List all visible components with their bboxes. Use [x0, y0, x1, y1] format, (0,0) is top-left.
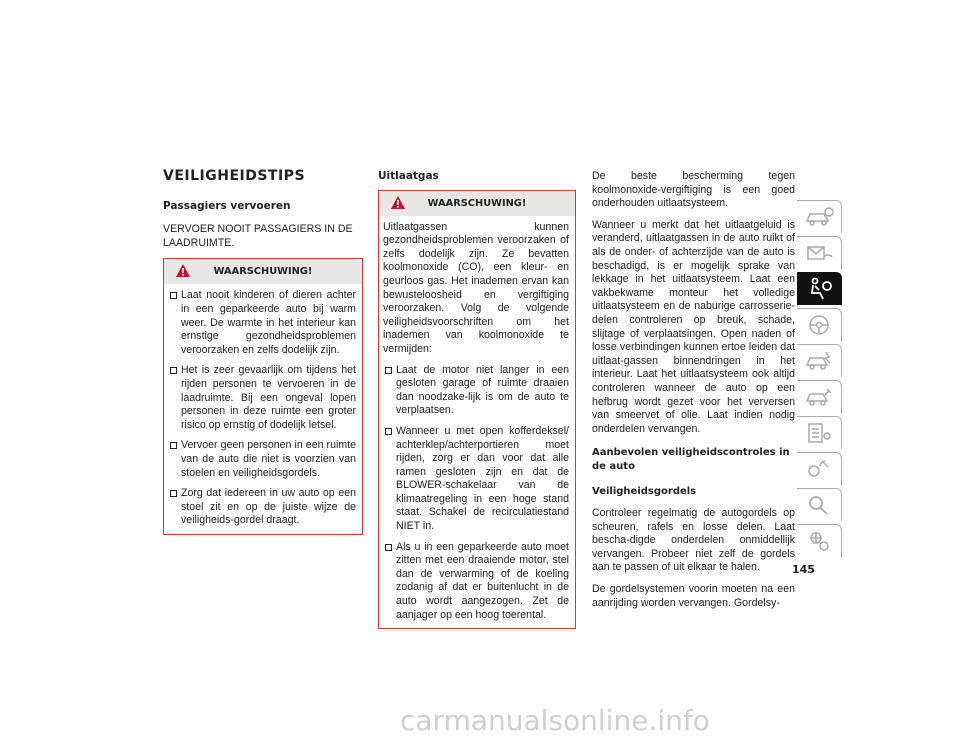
- tab-languages[interactable]: [797, 524, 842, 557]
- warning-text: Uitlaatgassen kunnen gezondheidsproblemen veroorzaken of zelfs dodelijk zijn. Ze bevatten koolmonoxide (CO), een kleur- en geurloos gas. Het inademen ervan kan bewusteloosheid en vergiftiging veroorzaken. Volg de volgende veiligheidsvoorschriften om het inademen van koolmonoxide te vermijden:: [383, 220, 569, 355]
- tab-multimedia[interactable]: [797, 452, 842, 485]
- warning-title: WAARSCHUWING!: [427, 197, 527, 209]
- list-item: Als u in een geparkeerde auto moet zitten met een draaiende motor, stel dan de verwarming of de koeling zodanig af dat er buitenlucht in de auto wordt aangezogen. Zet de aanjager op een hoog toerental.: [383, 541, 569, 623]
- list-item: Zorg dat iedereen in uw auto op een stoel zit en op de juiste wijze de veiligheids-gordel draagt.: [168, 487, 356, 528]
- paragraph: De beste bescherming tegen koolmonoxide-vergiftiging is een goed onderhouden uitlaatsysteem.: [592, 170, 795, 210]
- search-magnifier-icon: [804, 493, 834, 517]
- list-item: Vervoer geen personen in een ruimte van de auto die niet is voorzien van stoelen en veiligheidsgordels.: [168, 439, 356, 480]
- list-item: Laat nooit kinderen of dieren achter in een geparkeerde auto bij warm weer. De warmte in het interieur kan ernstige gezondheidsproblemen veroorzaken en zelfs dodelijk zijn.: [168, 289, 356, 357]
- section-heading-exhaust: Uitlaatgas: [378, 170, 439, 182]
- spec-list-icon: [804, 421, 834, 445]
- page-title: VEILIGHEIDSTIPS: [163, 168, 306, 184]
- column-right: [592, 170, 795, 618]
- tab-car-info[interactable]: [797, 200, 842, 233]
- warning-triangle-icon: [176, 264, 190, 277]
- subheading-seatbelts: Veiligheidsgordels: [592, 486, 697, 498]
- checkbox-bullet-icon: [385, 367, 392, 374]
- tab-specifications[interactable]: [797, 416, 842, 449]
- section-heading-checks: Aanbevolen veiligheidscontroles in de auto: [592, 447, 790, 472]
- car-crash-icon: [804, 349, 834, 373]
- paragraph: De gordelsystemen voorin moeten na een aanrijding worden vervangen. Gordelsy-: [592, 583, 795, 609]
- paragraph: Controleer regelmatig de autogordels op scheuren, rafels en losse delen. Laat bescha-digde onderdelen onmiddellijk vervangen. Probeer niet zelf de gordels aan te passen of uit elkaar te halen.: [592, 507, 795, 574]
- tab-index[interactable]: [797, 488, 842, 521]
- checkbox-bullet-icon: [170, 367, 177, 374]
- tab-dashboard[interactable]: [797, 236, 842, 269]
- column-left: [163, 170, 363, 535]
- tab-driving[interactable]: [797, 308, 842, 341]
- checkbox-bullet-icon: [170, 490, 177, 497]
- language-globe-icon: [804, 529, 834, 553]
- section-heading-passengers: Passagiers vervoeren: [163, 199, 291, 212]
- checkbox-bullet-icon: [385, 428, 392, 435]
- warning-triangle-icon: [391, 196, 405, 209]
- warning-list: [168, 289, 356, 528]
- list-item: Laat de motor niet langer in een gesloten garage of ruimte draaien dan noodzake-lijk is om de auto te verplaatsen.: [383, 364, 569, 418]
- car-service-icon: [804, 385, 834, 409]
- checkbox-bullet-icon: [170, 292, 177, 299]
- seat-airbag-icon: [804, 277, 834, 301]
- warning-header: [379, 191, 575, 216]
- page-number: 145: [792, 563, 815, 576]
- list-item: Het is zeer gevaarlijk om tijdens het rijden personen te vervoeren in de laadruimte. Bij een ongeval lopen personen in deze ruimte een groter risico op ernstig of dodelijk letsel.: [168, 364, 356, 432]
- mail-dashboard-icon: [804, 242, 834, 264]
- chapter-tabs: [797, 200, 843, 560]
- steering-wheel-icon: [804, 313, 834, 337]
- watermark: carmanualsonline.info: [400, 704, 710, 737]
- tab-service[interactable]: [797, 380, 842, 413]
- warning-box-exhaust: [378, 190, 576, 630]
- checkbox-bullet-icon: [385, 544, 392, 551]
- warning-title: WAARSCHUWING!: [213, 266, 313, 278]
- tab-emergency[interactable]: [797, 344, 842, 377]
- checkbox-bullet-icon: [170, 442, 177, 449]
- intro-text: VERVOER NOOIT PASSAGIERS IN DE LAADRUIMTE.: [163, 223, 353, 249]
- list-item: Wanneer u met open kofferdeksel/ achterklep/achterportieren moet rijden, zorg er dan voor dat alle ramen gesloten zijn en dat de BLOWER-schakelaar van de klimaatregeling in een hoge stand staat. Schakel de recirculatiestand NIET in.: [383, 425, 569, 534]
- tab-safety[interactable]: [797, 272, 842, 305]
- warning-list: [383, 364, 569, 623]
- column-middle: [378, 170, 576, 629]
- media-icon: [804, 457, 834, 481]
- warning-header: [164, 259, 362, 284]
- car-info-icon: [804, 206, 834, 228]
- paragraph: Wanneer u merkt dat het uitlaatgeluid is veranderd, uitlaatgassen in de auto ruikt of als de onder- of achterzijde van de auto is beschadigd, is er mogelijk sprake van lekkage in het uitlaatsysteem. Laat een vakbekwame monteur het volledige uitlaatsysteem en de naburige carrosserie-delen controleren op breuk, schade, slijtage of verplaatsingen. Open naden of losse verbindingen kunnen ertoe leiden dat uitlaat-gassen binnendringen in het interieur. Laat het uitlaatsysteem ook altijd controleren wanneer de auto op een hefbrug wordt gezet voor het verversen van smeervet of olie. Laat indien nodig onderdelen vervangen.: [592, 218, 795, 435]
- warning-box-passengers: [163, 258, 363, 535]
